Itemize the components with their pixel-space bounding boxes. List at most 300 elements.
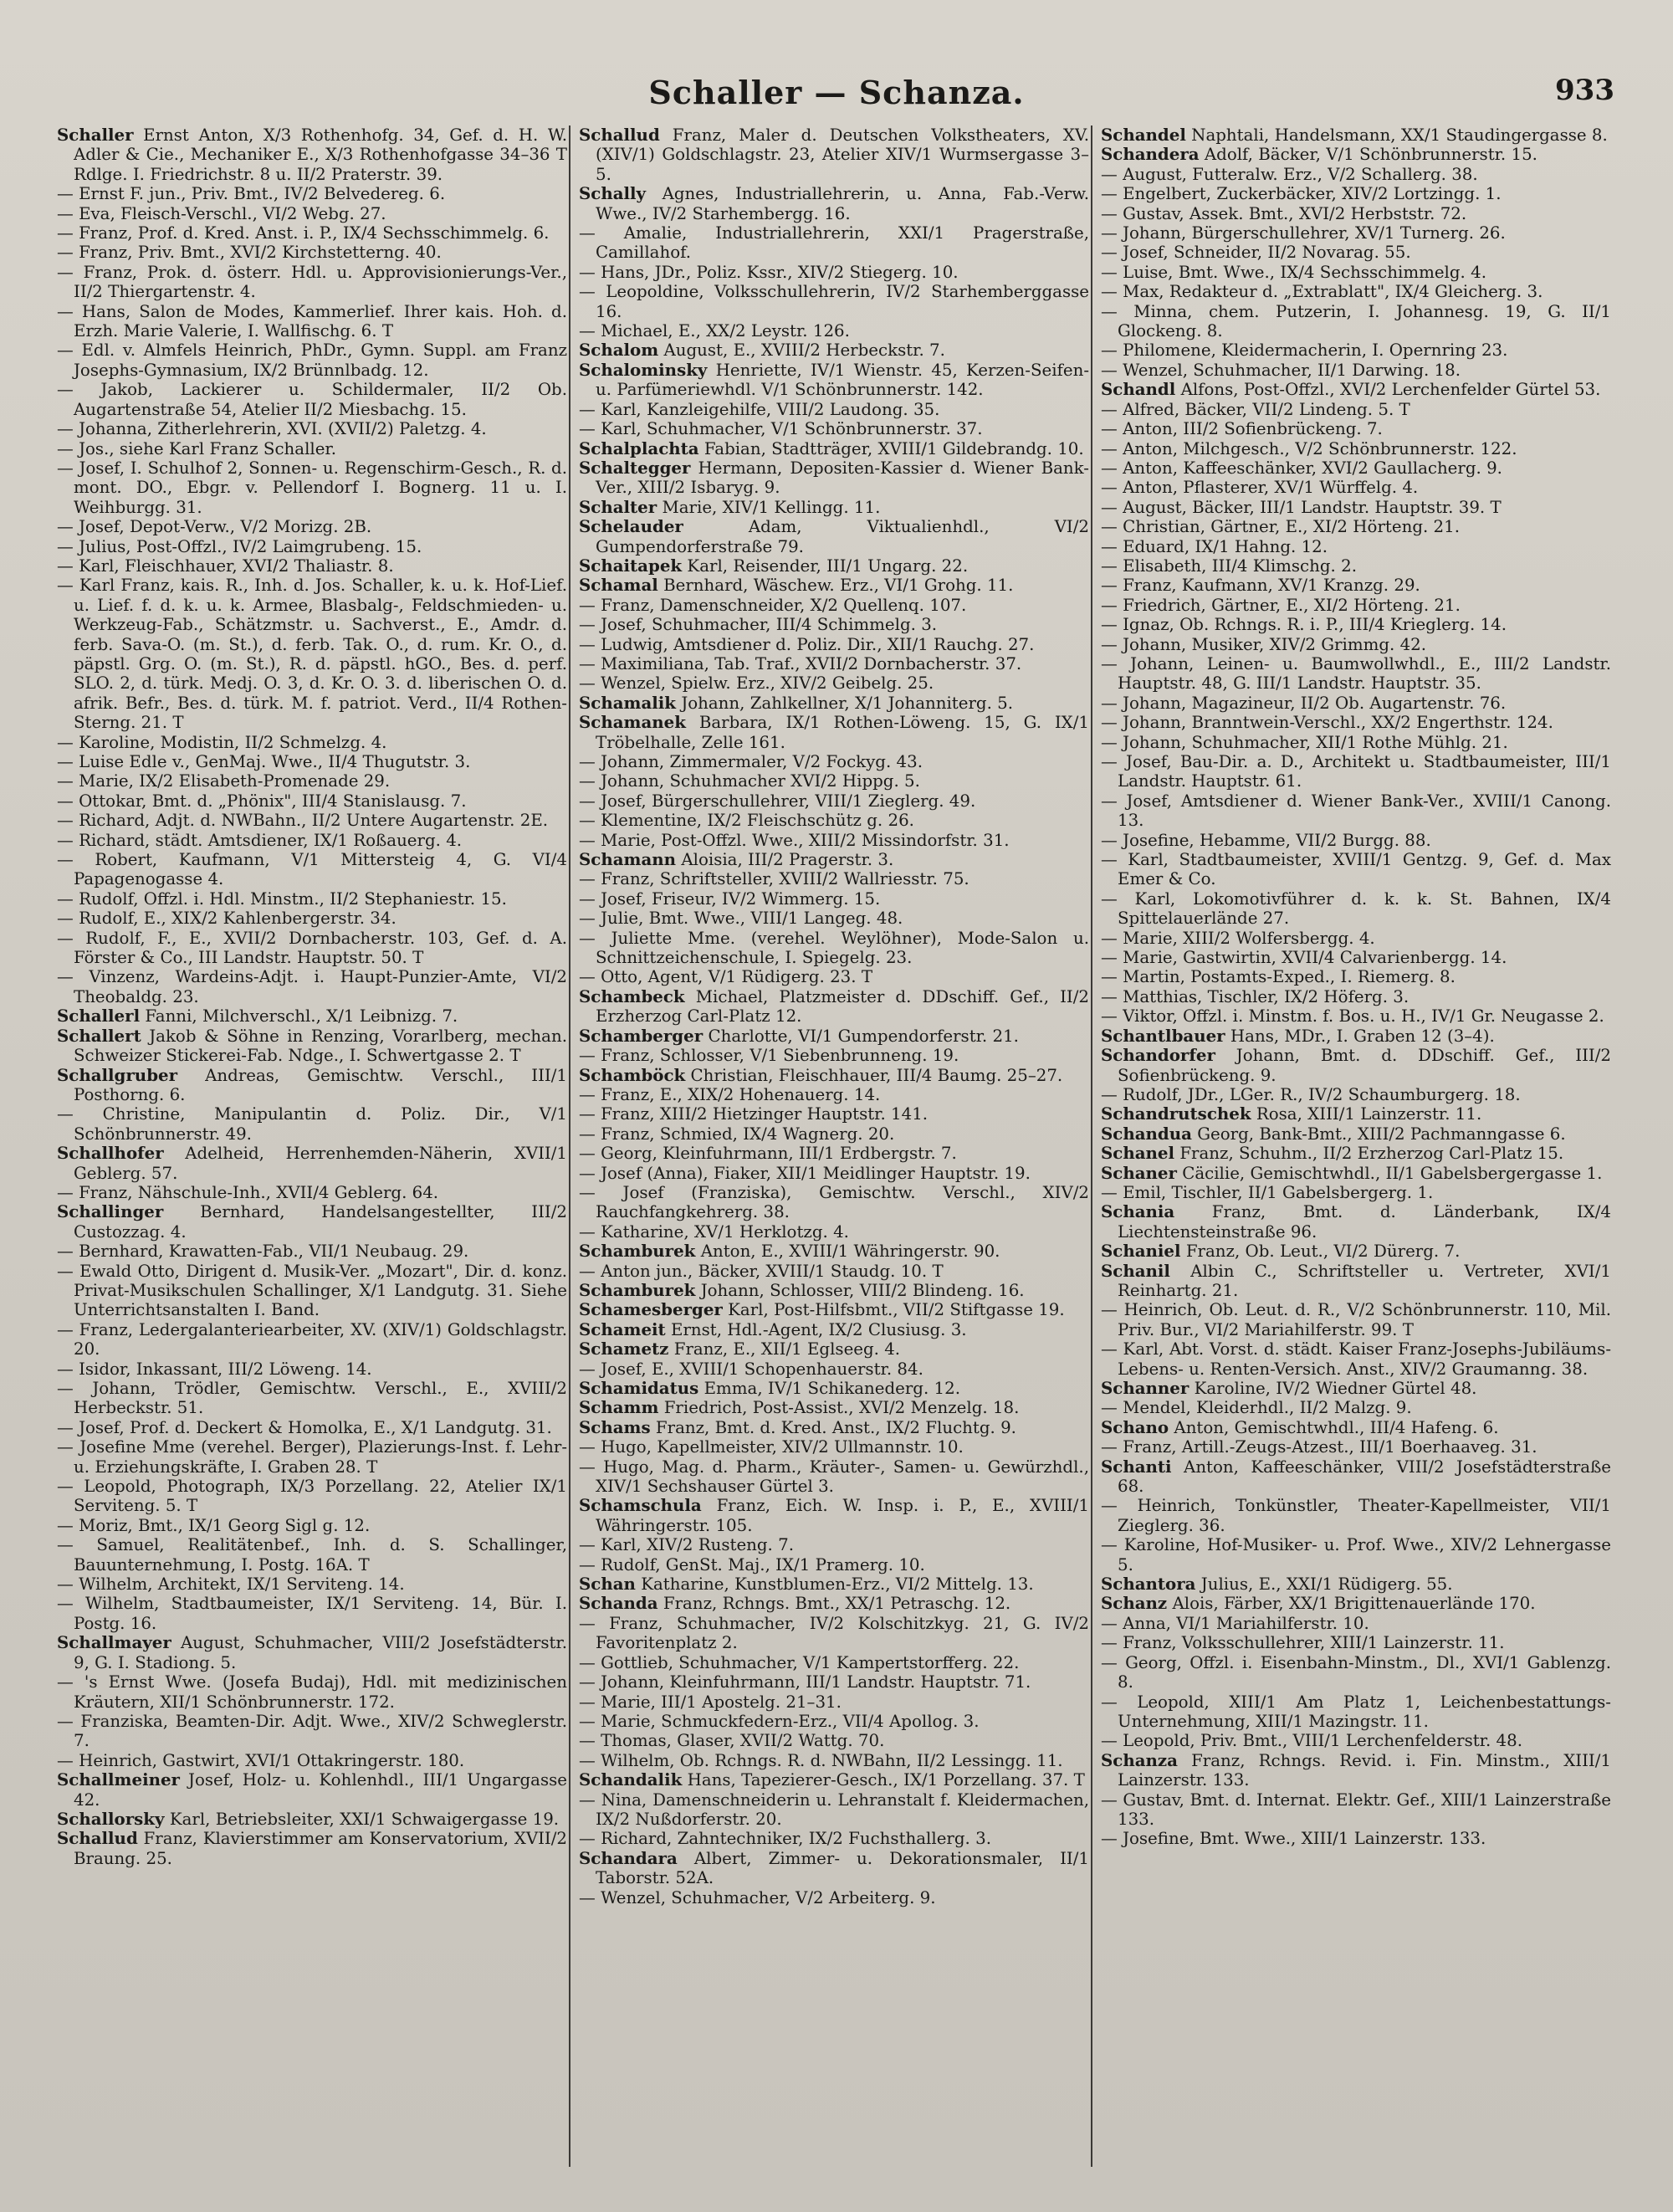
directory-entry [1101, 1398, 1611, 1417]
entry-text: — Rudolf, F., E., XVII/2 Dornbacherstr. 103, Gef. d. A. Förster & Co., III Landstr. Hauptstr. 50. T [57, 928, 567, 968]
directory-entry [1101, 439, 1611, 458]
directory-entry [579, 1183, 1089, 1222]
directory-entry [1101, 243, 1611, 262]
entry-surname: Schanti [1101, 1456, 1172, 1477]
entry-text: — Josef, Amtsdiener d. Wiener Bank-Ver., XVIII/1 Canong. 13. [1101, 791, 1611, 831]
column-1 [57, 125, 567, 2167]
entry-text: — Johann, Zimmermaler, V/2 Fockyg. 43. [579, 752, 923, 771]
directory-entry [579, 1281, 1089, 1300]
entry-text: — Franz, Artill.-Zeugs-Atzest., III/1 Boerhaaveg. 31. [1101, 1437, 1537, 1457]
entry-surname: Schally [579, 183, 647, 204]
directory-entry [579, 1770, 1089, 1790]
directory-entry [579, 1614, 1089, 1653]
entry-text: — Josefine, Hebamme, VII/2 Burgg. 88. [1101, 830, 1431, 850]
column-divider [1091, 125, 1092, 2167]
directory-entry [579, 1849, 1089, 1888]
directory-entry [1101, 1085, 1611, 1104]
directory-entry [579, 596, 1089, 615]
entry-text: Marie, XIV/1 Kellingg. 11. [662, 497, 881, 517]
entry-text: — Heinrich, Tonkünstler, Theater-Kapellmeister, VII/1 Zieglerg. 36. [1101, 1496, 1611, 1535]
directory-entry [1101, 1379, 1611, 1398]
directory-entry [579, 811, 1089, 830]
entry-surname: Schalter [579, 496, 657, 517]
directory-entry [57, 889, 567, 909]
directory-entry [57, 419, 567, 438]
directory-entry [1101, 831, 1611, 850]
entry-text: — Johann, Magazineur, II/2 Ob. Augartenstr. 76. [1101, 693, 1507, 713]
entry-text: — Hugo, Kapellmeister, XIV/2 Ullmannstr. 10. [579, 1437, 964, 1457]
directory-entry [57, 733, 567, 752]
entry-text: — Klementine, IX/2 Fleischschütz g. 26. [579, 811, 914, 831]
entry-text: Charlotte, VI/1 Gumpendorferstr. 21. [708, 1026, 1019, 1046]
directory-entry [579, 1437, 1089, 1457]
directory-entry [579, 889, 1089, 909]
entry-text: — Edl. v. Almfels Heinrich, PhDr., Gymn. Suppl. am Franz Josephs-Gymnasium, IX/2 Brünnlbadg. 12. [57, 341, 567, 380]
entry-text: August, E., XVIII/2 Herbeckstr. 7. [663, 341, 945, 361]
entry-surname: Schallud [579, 125, 660, 145]
entry-text: — Franz, Ledergalanteriearbeiter, XV. (XIV/1) Goldschlagstr. 20. [57, 1319, 567, 1359]
directory-entry [579, 341, 1089, 360]
entry-text: — Ludwig, Amtsdiener d. Poliz. Dir., XII/1 Rauchg. 27. [579, 634, 1035, 654]
entry-surname: Schandrutschek [1101, 1103, 1251, 1124]
entry-text: — Otto, Agent, V/1 Rüdigerg. 23. T [579, 967, 873, 987]
directory-entry [1101, 1731, 1611, 1750]
entry-text: Emma, IV/1 Schikanederg. 12. [703, 1379, 960, 1398]
entry-surname: Schan [579, 1574, 636, 1595]
entry-surname: Schallgruber [57, 1064, 178, 1085]
entry-text: — Franz, Prof. d. Kred. Anst. i. P., IX/4 Sechsschimmelg. 6. [57, 223, 550, 243]
entry-text: — Gustav, Assek. Bmt., XVI/2 Herbststr. 72. [1101, 203, 1467, 223]
directory-entry [1101, 889, 1611, 929]
entry-text: — Marie, IX/2 Elisabeth-Promenade 29. [57, 771, 391, 791]
directory-entry [57, 1006, 567, 1026]
directory-entry [1101, 1575, 1611, 1594]
entry-text: — August, Bäcker, III/1 Landstr. Hauptstr. 39. T [1101, 497, 1502, 517]
directory-entry [1101, 1633, 1611, 1652]
entry-text: — Wenzel, Schuhmacher, V/2 Arbeiterg. 9. [579, 1887, 936, 1907]
directory-entry [579, 713, 1089, 752]
directory-entry [57, 1672, 567, 1712]
entry-text: — Leopold, Photograph, IX/3 Porzellang. 22, Atelier IX/1 Serviteng. 5. T [57, 1477, 567, 1516]
entry-text: — Josef, Friseur, IV/2 Wimmerg. 15. [579, 888, 881, 909]
entry-text: Ernst, Hdl.-Agent, IX/2 Clusiusg. 3. [671, 1319, 967, 1339]
directory-entry [57, 263, 567, 302]
directory-entry [579, 1027, 1089, 1046]
directory-entry [1101, 1653, 1611, 1692]
directory-entry [579, 1359, 1089, 1379]
entry-text: Ernst Anton, X/3 Rothenhofg. 34, Gef. d. H. W. Adler & Cie., Mechaniker E., X/3 Rothenhofgasse 34–36 T Rdlge. I. Friedrichstr. 8 u. II/2 Praterstr. 39. [74, 125, 567, 184]
entry-text: — Josefine, Bmt. Wwe., XIII/1 Lainzerstr. 133. [1101, 1829, 1486, 1849]
entry-text: Friedrich, Post-Assist., XVI/2 Menzelg. 18. [663, 1398, 1020, 1418]
directory-entry [1101, 400, 1611, 419]
entry-surname: Schallert [57, 1025, 141, 1046]
entry-text: — 's Ernst Wwe. (Josefa Budaj), Hdl. mit medizinischen Kräutern, XII/1 Schönbrunnerstr. 172. [57, 1672, 567, 1712]
directory-entry [1101, 1164, 1611, 1183]
directory-entry [579, 1751, 1089, 1770]
entry-text: — Richard, Adjt. d. NWBahn., II/2 Untere Augartenstr. 2E. [57, 811, 549, 831]
entry-text: Alois, Färber, XX/1 Brigittenauerlände 170. [1172, 1594, 1536, 1614]
entry-text: Franz, Klavierstimmer am Konservatorium, XVII/2 Braung. 25. [74, 1829, 567, 1868]
entry-text: — Luise, Bmt. Wwe., IX/4 Sechsschimmelg. 4. [1101, 262, 1486, 282]
directory-entry [579, 400, 1089, 419]
directory-entry [1101, 165, 1611, 184]
entry-surname: Schania [1101, 1201, 1175, 1222]
directory-entry [579, 654, 1089, 673]
directory-entry [1101, 1104, 1611, 1124]
entry-surname: Schalom [579, 340, 659, 361]
directory-entry [57, 1633, 567, 1672]
directory-entry [579, 125, 1089, 184]
directory-entry [57, 1751, 567, 1770]
entry-text: — Amalie, Industriallehrerin, XXI/1 Pragerstraße, Camillahof. [579, 223, 1089, 263]
directory-entry [1101, 1202, 1611, 1242]
entry-text: — Luise Edle v., GenMaj. Wwe., II/4 Thugutstr. 3. [57, 752, 471, 771]
entry-text: Franz, Rchngs. Revid. i. Fin. Minstm., XIII/1 Lainzerstr. 133. [1118, 1750, 1611, 1790]
directory-entry [1101, 1046, 1611, 1085]
directory-entry [57, 1575, 567, 1594]
directory-entry [57, 204, 567, 223]
directory-entry [579, 1888, 1089, 1907]
entry-text: — Engelbert, Zuckerbäcker, XIV/2 Lortzingg. 1. [1101, 184, 1502, 204]
directory-entry [1101, 302, 1611, 341]
directory-entry [57, 1379, 567, 1418]
directory-entry [1101, 1496, 1611, 1535]
entry-text: Adam, Viktualienhdl., VI/2 Gumpendorferstraße 79. [596, 517, 1089, 556]
entry-text: Katharine, Kunstblumen-Erz., VI/2 Mittelg. 13. [641, 1575, 1034, 1595]
directory-entry [579, 967, 1089, 986]
entry-surname: Schaller [57, 125, 134, 145]
entry-text: — Ewald Otto, Dirigent d. Musik-Ver. „Mozart", Dir. d. konz. Privat-Musikschulen Schallinger, X/1 Landgutg. 31. Siehe Unterrichtsanstalten I. Band. [57, 1261, 567, 1320]
directory-entry [57, 1418, 567, 1437]
directory-entry [579, 556, 1089, 576]
directory-entry [1101, 967, 1611, 986]
entry-text: Franz, Ob. Leut., VI/2 Dürerg. 7. [1185, 1242, 1461, 1262]
directory-entry [57, 1183, 567, 1202]
directory-entry [1101, 184, 1611, 203]
entry-surname: Schalominsky [579, 359, 708, 380]
directory-entry [579, 1144, 1089, 1163]
directory-entry [579, 1320, 1089, 1339]
directory-entry [1101, 537, 1611, 556]
entry-text: — Ignaz, Ob. Rchngs. R. i. P., III/4 Krieglerg. 14. [1101, 615, 1507, 635]
entry-text: — Rudolf, JDr., LGer. R., IV/2 Schaumburgerg. 18. [1101, 1084, 1521, 1104]
entry-text: — Franziska, Beamten-Dir. Adjt. Wwe., XIV/2 Schweglerstr. 7. [57, 1711, 567, 1751]
entry-text: — Franz, Schuhmacher, IV/2 Kolschitzkyg. 21, G. IV/2 Favoritenplatz 2. [579, 1613, 1089, 1653]
directory-entry [1101, 1457, 1611, 1497]
directory-entry [1101, 478, 1611, 497]
entry-text: Adolf, Bäcker, V/1 Schönbrunnerstr. 15. [1204, 145, 1537, 165]
directory-entry [57, 831, 567, 850]
entry-text: — Bernhard, Krawatten-Fab., VII/1 Neubaug. 29. [57, 1242, 469, 1262]
entry-text: — Franz, E., XIX/2 Hohenauerg. 14. [579, 1084, 881, 1104]
entry-text: — Anton, Pflasterer, XV/1 Würffelg. 4. [1101, 478, 1419, 498]
entry-text: — Josef, Schuhmacher, III/4 Schimmelg. 3. [579, 615, 938, 635]
entry-text: — Elisabeth, III/4 Klimschg. 2. [1101, 556, 1357, 576]
entry-text: — Leopoldine, Volksschullehrerin, IV/2 Starhemberggasse 16. [579, 282, 1089, 321]
entry-text: Johann, Zahlkellner, X/1 Johanniterg. 5. [681, 693, 1014, 713]
directory-entry [1101, 517, 1611, 536]
directory-entry [57, 1437, 567, 1477]
directory-entry [1101, 419, 1611, 438]
entry-text: — Karl, XIV/2 Rusteng. 7. [579, 1535, 795, 1555]
entry-text: Josef, Holz- u. Kohlenhdl., III/1 Ungargasse 42. [74, 1770, 567, 1810]
directory-entry [579, 1046, 1089, 1065]
entry-text: — Josef (Franziska), Gemischtw. Verschl., XIV/2 Rauchfangkehrerg. 38. [579, 1182, 1089, 1222]
entry-surname: Schantlbauer [1101, 1025, 1225, 1046]
entry-text: — Nina, Damenschneiderin u. Lehranstalt f. Kleidermachen, IX/2 Nußdorferstr. 20. [579, 1790, 1089, 1829]
directory-entry [1101, 125, 1611, 145]
entry-text: Aloisia, III/2 Pragerstr. 3. [681, 850, 894, 870]
entry-text: Franz, E., XII/1 Eglseeg. 4. [673, 1339, 901, 1359]
directory-entry [1101, 145, 1611, 164]
entry-text: — Karl, Kanzleigehilfe, VIII/2 Laudong. 35. [579, 399, 940, 419]
entry-text: Karl, Post-Hilfsbmt., VII/2 Stiftgasse 19. [728, 1300, 1065, 1320]
entry-text: — Wenzel, Schuhmacher, II/1 Darwing. 18. [1101, 360, 1461, 380]
directory-entry [57, 243, 567, 262]
directory-entry [57, 556, 567, 576]
directory-entry [579, 458, 1089, 498]
entry-text: — Marie, III/1 Apostelg. 21–31. [579, 1692, 842, 1712]
entry-surname: Schanda [579, 1593, 658, 1614]
directory-entry [1101, 1437, 1611, 1457]
directory-entry [579, 673, 1089, 693]
directory-entry [579, 1339, 1089, 1359]
entry-surname: Schelauder [579, 516, 683, 537]
directory-entry [1101, 1614, 1611, 1633]
entry-text: August, Schuhmacher, VIII/2 Josefstädterstr. 9, G. I. Stadiong. 5. [74, 1633, 567, 1672]
entry-text: — Emil, Tischler, II/1 Gabelsbergerg. 1. [1101, 1182, 1434, 1202]
entry-text: Franz, Bmt. d. Länderbank, IX/4 Liechtensteinstraße 96. [1118, 1202, 1611, 1242]
entry-text: Franz, Maler d. Deutschen Volkstheaters, XV. (XIV/1) Goldschlagstr. 23, Atelier XIV/1 Wurmsergasse 3–5. [596, 125, 1089, 184]
directory-entry [579, 419, 1089, 438]
directory-entry [1101, 361, 1611, 380]
directory-entry [579, 1418, 1089, 1437]
directory-entry [1101, 1829, 1611, 1848]
entry-text: Franz, Eich. W. Insp. i. P., E., XVIII/1 Währingerstr. 105. [596, 1496, 1089, 1535]
entry-text: — Karl Franz, kais. R., Inh. d. Jos. Schaller, k. u. k. Hof-Lief. u. Lief. f. d. k. u. k. Armee, Blasbalg-, Feldschmieden- u. Werkzeug-Fab., Schätzmstr. u. Sachverst., E., Amdr. d. ferb. Sava-O. (m. St.), d. ferb. Tak. O., d. rum. Kr. O., d. päpstl. Grg. O. (m. St.), R. d. päpstl. hGO., Bes. d. perf. SLO. 2, d. türk. Medj. O. 3, d. Kr. O. 3. d. liberischen O. d. afrik. Befr., Bes. d. türk. M. f. patriot. Verd., II/4 Rothen-Sterng. 21. T [57, 576, 567, 733]
entry-text: — Wenzel, Spielw. Erz., XIV/2 Geibelg. 25. [579, 673, 934, 694]
directory-entry [579, 1104, 1089, 1124]
entry-text: Cäcilie, Gemischtwhdl., II/1 Gabelsbergergasse 1. [1182, 1163, 1603, 1183]
directory-entry [1101, 1262, 1611, 1301]
entry-text: — Josef, Schneider, II/2 Novarag. 55. [1101, 243, 1411, 263]
directory-entry [1101, 733, 1611, 752]
directory-entry [57, 223, 567, 243]
entry-surname: Schallorsky [57, 1808, 165, 1829]
entry-text: Christian, Fleischhauer, III/4 Baumg. 25–27. [690, 1065, 1063, 1085]
entry-text: — Leopold, XIII/1 Am Platz 1, Leichenbestattungs-Unternehmung, XIII/1 Mazingstr. 11. [1101, 1692, 1611, 1731]
entry-text: — Marie, XIII/2 Wolfersbergg. 4. [1101, 928, 1375, 948]
entry-surname: Schamböck [579, 1064, 686, 1085]
entry-text: — Christine, Manipulantin d. Poliz. Dir., V/1 Schönbrunnerstr. 49. [57, 1104, 567, 1144]
directory-entry [57, 184, 567, 203]
page-header [59, 74, 1614, 124]
entry-text: — Anton jun., Bäcker, XVIII/1 Staudg. 10. T [579, 1261, 944, 1281]
directory-entry [579, 223, 1089, 263]
entry-text: — Robert, Kaufmann, V/1 Mittersteig 4, G. VI/4 Papagenogasse 4. [57, 850, 567, 889]
directory-entry [1101, 458, 1611, 478]
directory-entry [1101, 752, 1611, 791]
entry-text: — Johann, Musiker, XIV/2 Grimmg. 42. [1101, 634, 1427, 654]
entry-text: — Friedrich, Gärtner, E., XI/2 Hörteng. 21. [1101, 595, 1461, 615]
entry-text: — Franz, Schriftsteller, XVIII/2 Wallriesstr. 75. [579, 869, 970, 889]
entry-text: — Karl, Abt. Vorst. d. städt. Kaiser Franz-Josephs-Jubiläums-Lebens- u. Renten-Versich. Anst., XIV/2 Graumanng. 38. [1101, 1339, 1611, 1379]
directory-entry [579, 771, 1089, 791]
directory-entry [57, 1242, 567, 1261]
entry-text: Bernhard, Handelsangestellter, III/2 Custozzag. 4. [74, 1202, 567, 1242]
directory-entry [579, 1242, 1089, 1261]
entry-surname: Schams [579, 1416, 651, 1437]
entry-text: — Max, Redakteur d. „Extrablatt", IX/4 Gleicherg. 3. [1101, 282, 1543, 302]
directory-entry [57, 771, 567, 791]
directory-entry [57, 1066, 567, 1105]
entry-text: — Josef, I. Schulhof 2, Sonnen- u. Regenschirm-Gesch., R. d. mont. DO., Ebgr. v. Pellendorf I. Bognerg. 11 u. I. Weihburgg. 31. [57, 458, 567, 517]
entry-surname: Schanner [1101, 1378, 1190, 1398]
entry-surname: Schamburek [579, 1279, 696, 1300]
entry-text: — Eva, Fleisch-Verschl., VI/2 Webg. 27. [57, 203, 386, 223]
directory-entry [1101, 1300, 1611, 1339]
directory-entry [579, 635, 1089, 654]
entry-text: Adelheid, Herrenhemden-Näherin, XVII/1 Geblerg. 57. [74, 1144, 567, 1183]
directory-entry [579, 615, 1089, 634]
directory-entry [579, 1457, 1089, 1497]
entry-text: — Minna, chem. Putzerin, I. Johannesg. 19, G. II/1 Glockeng. 8. [1101, 301, 1611, 341]
directory-entry [579, 263, 1089, 282]
entry-text: — Thomas, Glaser, XVII/2 Wattg. 70. [579, 1731, 885, 1751]
directory-entry [579, 694, 1089, 713]
directory-entry [57, 1027, 567, 1066]
page-title: Schaller — Schanza. [648, 74, 1025, 111]
directory-entry [1101, 1006, 1611, 1026]
entry-text: — Richard, städt. Amtsdiener, IX/1 Roßauerg. 4. [57, 830, 463, 850]
directory-entry [57, 576, 567, 732]
entry-text: — Heinrich, Ob. Leut. d. R., V/2 Schönbrunnerstr. 110, Mil. Priv. Bur., VI/2 Mariahilferstr. 99. T [1101, 1300, 1611, 1339]
entry-text: — Georg, Offzl. i. Eisenbahn-Minstm., Dl., XVI/1 Gablenzg. 8. [1101, 1652, 1611, 1692]
entry-surname: Schandorfer [1101, 1045, 1215, 1066]
directory-entry [1101, 1535, 1611, 1575]
entry-surname: Schanz [1101, 1593, 1168, 1614]
directory-entry [57, 909, 567, 928]
entry-text: — Johann, Schuhmacher, XII/1 Rothe Mühlg. 21. [1101, 732, 1508, 752]
entry-text: — Josef, Depot-Verw., V/2 Morizg. 2B. [57, 517, 372, 537]
entry-text: Johann, Schlosser, VIII/2 Blindeng. 16. [700, 1280, 1025, 1300]
entry-text: — Anna, VI/1 Mariahilferstr. 10. [1101, 1613, 1369, 1633]
entry-text: — Michael, E., XX/2 Leystr. 126. [579, 321, 850, 341]
entry-text: Albin C., Schriftsteller u. Vertreter, XVI/1 Reinhartg. 21. [1118, 1261, 1611, 1300]
entry-text: — Franz, Schmied, IX/4 Wagnerg. 20. [579, 1124, 895, 1144]
directory-entry [57, 1829, 567, 1868]
entry-text: Fanni, Milchverschl., X/1 Leibnizg. 7. [145, 1006, 458, 1027]
entry-text: — Georg, Kleinfuhrmann, III/1 Erdbergstr. 7. [579, 1144, 957, 1164]
directory-entry [579, 1653, 1089, 1672]
entry-surname: Schanil [1101, 1260, 1170, 1281]
entry-surname: Schamesberger [579, 1299, 723, 1320]
directory-entry [1101, 1027, 1611, 1046]
entry-text: — Karoline, Modistin, II/2 Schmelzg. 4. [57, 732, 387, 752]
entry-text: Henriette, IV/1 Wienstr. 45, Kerzen-Seifen- u. Parfümeriewhdl. V/1 Schönbrunnerstr. 142. [596, 360, 1089, 400]
directory-entry [579, 1692, 1089, 1712]
entry-text: — Marie, Schmuckfedern-Erz., VII/4 Apollog. 3. [579, 1711, 980, 1731]
entry-surname: Schamalik [579, 692, 677, 713]
entry-text: — Josef, E., XVIII/1 Schopenhauerstr. 84. [579, 1359, 923, 1379]
directory-entry [1101, 635, 1611, 654]
entry-surname: Schamanek [579, 712, 686, 733]
entry-text: Alfons, Post-Offzl., XVI/2 Lerchenfelder Gürtel 53. [1180, 380, 1601, 400]
directory-entry [1101, 1183, 1611, 1202]
entry-text: Anton, Kaffeeschänker, VIII/2 Josefstädterstraße 68. [1118, 1457, 1611, 1497]
entry-text: Agnes, Industriallehrerin, u. Anna, Fab.-Verw. Wwe., IV/2 Starhembergg. 16. [596, 184, 1089, 223]
entry-surname: Schamburek [579, 1241, 696, 1262]
directory-entry [57, 1104, 567, 1144]
directory-entry [57, 458, 567, 517]
directory-entry [579, 576, 1089, 595]
entry-text: — Wilhelm, Ob. Rchngs. R. d. NWBahn, II/2 Lessingg. 11. [579, 1750, 1063, 1770]
entry-text: — Jakob, Lackierer u. Schildermaler, II/2 Ob. Augartenstraße 54, Atelier II/2 Miesbachg. 15. [57, 380, 567, 419]
directory-entry [579, 321, 1089, 341]
directory-entry [579, 1164, 1089, 1183]
entry-text: — Karl, Stadtbaumeister, XVIII/1 Gentzg. 9, Gef. d. Max Emer & Co. [1101, 850, 1611, 889]
entry-text: — Ernst F. jun., Priv. Bmt., IV/2 Belvedereg. 6. [57, 184, 446, 204]
entry-text: — Josef, Bürgerschullehrer, VIII/1 Zieglerg. 49. [579, 791, 976, 811]
directory-entry [1101, 341, 1611, 360]
entry-text: Barbara, IX/1 Rothen-Löweng. 15, G. IX/1 Tröbelhalle, Zelle 161. [596, 713, 1089, 752]
directory-entry [1101, 615, 1611, 634]
directory-entry [579, 184, 1089, 223]
entry-text: — Mendel, Kleiderhdl., II/2 Malzg. 9. [1101, 1398, 1412, 1418]
entry-surname: Schamm [579, 1397, 659, 1418]
directory-entry [57, 1262, 567, 1320]
directory-entry [57, 1144, 567, 1183]
entry-text: — Leopold, Priv. Bmt., VIII/1 Lerchenfelderstr. 48. [1101, 1731, 1522, 1751]
directory-entry [579, 1300, 1089, 1319]
directory-entry [579, 1398, 1089, 1417]
entry-text: — Franz, Kaufmann, XV/1 Kranzg. 29. [1101, 576, 1420, 596]
entry-text: — Julie, Bmt. Wwe., VIII/1 Langeg. 48. [579, 909, 903, 929]
entry-text: — Johann, Bürgerschullehrer, XV/1 Turnerg. 26. [1101, 223, 1506, 243]
directory-entry [579, 1222, 1089, 1242]
entry-text: — Johanna, Zitherlehrerin, XVI. (XVII/2) Paletzg. 4. [57, 419, 487, 439]
entry-surname: Schamal [579, 575, 658, 596]
entry-text: Fabian, Stadtträger, XVIII/1 Gildebrandg. 10. [703, 438, 1084, 458]
directory-entry [579, 1731, 1089, 1750]
entry-text: — Jos., siehe Karl Franz Schaller. [57, 438, 337, 458]
entry-text: — Julius, Post-Offzl., IV/2 Laimgrubeng. 15. [57, 536, 422, 556]
entry-text: — Karoline, Hof-Musiker- u. Prof. Wwe., XIV/2 Lehnergasse 5. [1101, 1535, 1611, 1575]
entry-surname: Schandera [1101, 144, 1200, 165]
directory-entry [1101, 1751, 1611, 1790]
directory-entry [579, 1712, 1089, 1731]
directory-entry [579, 1575, 1089, 1594]
entry-text: — Josef (Anna), Fiaker, XII/1 Meidlinger Hauptstr. 19. [579, 1163, 1031, 1183]
entry-text: — Franz, Prok. d. österr. Hdl. u. Approvisionierungs-Ver., II/2 Thiergartenstr. 4. [57, 262, 567, 302]
directory-entry [579, 1535, 1089, 1554]
entry-surname: Schandara [579, 1847, 678, 1868]
entry-surname: Schamschula [579, 1495, 702, 1516]
directory-entry [579, 1066, 1089, 1085]
entry-text: — Rudolf, GenSt. Maj., IX/1 Pramerg. 10. [579, 1554, 925, 1575]
directory-entry [579, 282, 1089, 321]
entry-surname: Schallud [57, 1828, 138, 1849]
entry-text: — Christian, Gärtner, E., XI/2 Hörteng. 21. [1101, 517, 1461, 537]
directory-entry [57, 1810, 567, 1829]
directory-entry [57, 811, 567, 830]
entry-text: — Rudolf, E., XIX/2 Kahlenbergerstr. 34. [57, 909, 397, 929]
directory-entry [1101, 263, 1611, 282]
entry-text: — Wilhelm, Architekt, IX/1 Serviteng. 14. [57, 1575, 405, 1595]
directory-entry [1101, 1339, 1611, 1379]
entry-surname: Schallmayer [57, 1632, 171, 1653]
directory-entry [1101, 556, 1611, 576]
